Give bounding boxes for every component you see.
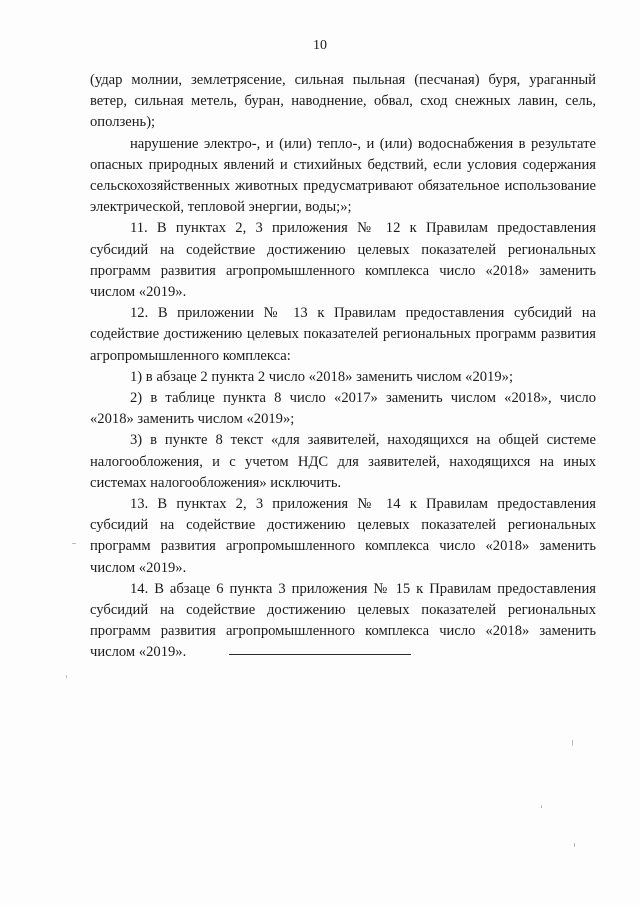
paragraph-item-12: 12. В приложении № 13 к Правилам предоставления субсидий на содействие достижению целевых показателей региональных программ развития агропромышленного комплекса: xyxy=(90,305,596,364)
scan-speck xyxy=(66,675,67,678)
paragraph-continuation: (удар молнии, землетрясение, сильная пыльная (песчаная) буря, ураганный ветер, сильная метель, буран, наводнение, обвал, сход снежных лавин, сель, оползень); xyxy=(90,72,596,131)
paragraph-item-11: 11. В пунктах 2, 3 приложения № 12 к Правилам предоставления субсидий на содействие достижению целевых показателей региональных программ развития агропромышленного комплекса число «2018» заменить числом «2019». xyxy=(90,220,596,301)
scan-speck xyxy=(574,843,575,847)
paragraph-item-14: 14. В абзаце 6 пункта 3 приложения № 15 к Правилам предоставления субсидий на содействие достижению целевых показателей региональных программ развития агропромышленного комплекса число «2018» заменить числом «2019». xyxy=(90,580,596,661)
page-number: 10 xyxy=(313,38,327,53)
scan-speck xyxy=(541,805,542,808)
paragraph-supply-disruption: нарушение электро-, и (или) тепло-, и (или) водоснабжения в результате опасных природных явлений и стихийных бедствий, если условия содержания сельскохозяйственных животных предусматривают обязательное использование электрической, тепловой энергии, воды;»; xyxy=(90,135,596,216)
scan-speck xyxy=(72,543,76,544)
paragraph-item-12-3: 3) в пункте 8 текст «для заявителей, находящихся на общей системе налогообложения, и с учетом НДС для заявителей, находящихся на иных системах налогообложения» исключить. xyxy=(90,432,596,491)
end-divider-line xyxy=(229,654,411,655)
scan-speck xyxy=(572,740,573,746)
paragraph-item-12-1: 1) в абзаце 2 пункта 2 число «2018» заменить числом «2019»; xyxy=(130,368,514,385)
document-body xyxy=(90,70,596,664)
paragraph-item-13: 13. В пунктах 2, 3 приложения № 14 к Правилам предоставления субсидий на содействие достижению целевых показателей региональных программ развития агропромышленного комплекса число «2018» заменить числом «2019». xyxy=(90,496,596,576)
paragraph-item-12-2: 2) в таблице пункта 8 число «2017» заменить числом «2018», число «2018» заменить числом «2019»; xyxy=(90,390,596,428)
